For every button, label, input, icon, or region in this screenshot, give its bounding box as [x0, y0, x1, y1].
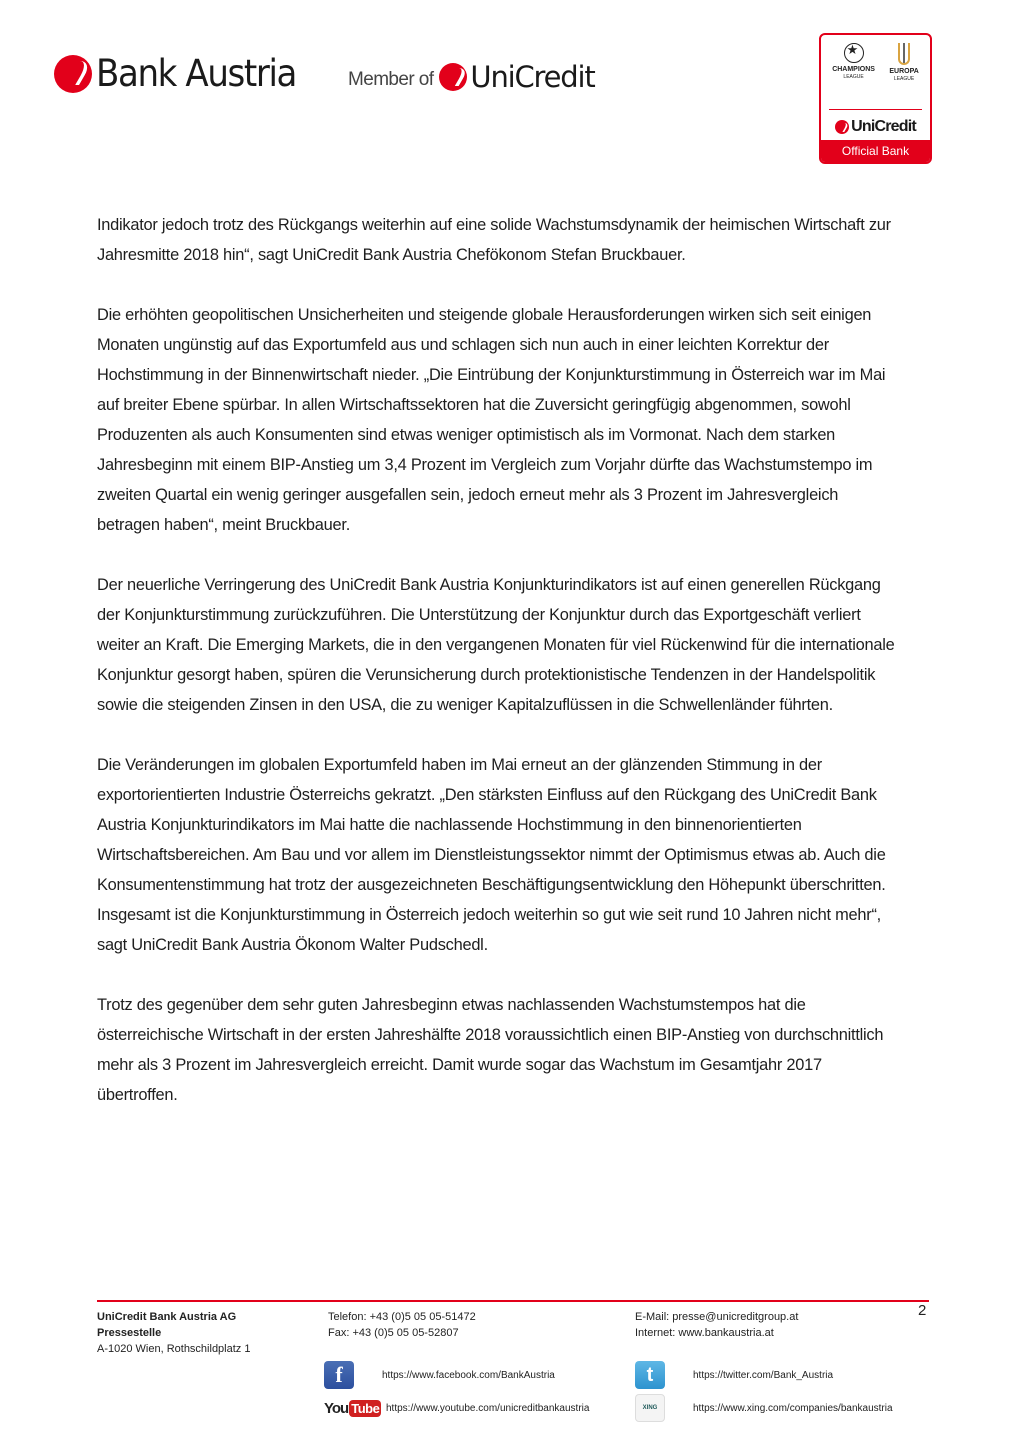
unicredit-mark-icon: [54, 55, 92, 93]
paragraph: Indikator jedoch trotz des Rückgangs weiterhin auf eine solide Wachstumsdynamik der heimischen Wirtschaft zur Jahresmitte 2018 hin“, sagt UniCredit Bank Austria Chefökonom Stefan Bruckbauer.: [97, 216, 891, 264]
league-sub: LEAGUE: [843, 74, 864, 80]
facebook-icon: f: [324, 1361, 354, 1389]
paragraph: Die Veränderungen im globalen Exportumfeld haben im Mai erneut an der glänzenden Stimmung in der exportorientierten Industrie Österreichs gekratzt. „Den stärksten Einfluss auf den Rückgang des UniCredit Bank Austria Konjunkturindikators im Mai hatte die nachlassende Hochstimmung in den binnenorientierten Wirtschaftsbereichen. Am Bau und vor allem im Dienstleistungssektor nimmt der Optimismus etwas ab. Auch die Konsumentenstimmung hat trotz der ausgezeichneten Beschäftigungsentwicklung den Höhepunkt überschritten. Insgesamt ist die Konjunkturstimmung in Österreich jedoch weiterhin so gut wie seit rund 10 Jahren nicht mehr“, sagt UniCredit Bank Austria Ökonom Walter Pudschedl.: [97, 756, 886, 954]
bank-austria-logo: [54, 52, 313, 95]
member-of-label: Member of: [348, 69, 434, 90]
official-bank-badge: [819, 33, 932, 164]
badge-divider: [829, 109, 922, 110]
youtube-icon: [324, 1394, 378, 1422]
badge-sponsor: UniCredit: [851, 118, 916, 135]
brand-name: Bank Austria: [96, 52, 297, 95]
phone: Telefon: +43 (0)5 05 05-51472: [328, 1311, 476, 1323]
official-bank-label: Official Bank: [821, 140, 930, 162]
website-link[interactable]: Internet: www.bankaustria.at: [635, 1327, 774, 1339]
facebook-url[interactable]: https://www.facebook.com/BankAustria: [382, 1369, 555, 1381]
company-name: UniCredit Bank Austria AG: [97, 1311, 237, 1323]
fax: Fax: +43 (0)5 05 05-52807: [328, 1327, 459, 1339]
youtube-you: You: [324, 1399, 349, 1417]
league-name: EUROPA: [889, 68, 919, 75]
twitter-link[interactable]: [635, 1361, 833, 1389]
xing-link[interactable]: [635, 1394, 893, 1422]
xing-icon: XING: [635, 1394, 665, 1422]
press-release-body: [97, 210, 897, 1140]
champions-league-logo: [832, 43, 875, 103]
member-brand: UniCredit: [470, 60, 595, 94]
member-of-unicredit-logo: [348, 60, 595, 94]
page-number: 2: [918, 1302, 927, 1319]
unicredit-mark-icon: [439, 63, 467, 91]
xing-url[interactable]: https://www.xing.com/companies/bankaustria: [693, 1402, 893, 1414]
department: Pressestelle: [97, 1327, 162, 1339]
league-logos: [821, 35, 930, 103]
paragraph: Der neuerliche Verringerung des UniCredit Bank Austria Konjunkturindikators ist auf einen generellen Rückgang der Konjunkturstimmung zurückzuführen. Die Unterstützung der Konjunktur durch das Exportgeschäft verliert weiter an Kraft. Die Emerging Markets, die in den vergangenen Monaten für viel Rückenwind für die internationale Konjunktur gesorgt haben, spüren die Verunsicherung durch protektionistische Tendenzen in der Handelspolitik sowie die steigenden Zinsen in den USA, die zu weniger Kapitalzuflüssen in die Schwellenländer führten.: [97, 576, 895, 714]
footer-divider: [97, 1300, 929, 1302]
twitter-url[interactable]: https://twitter.com/Bank_Austria: [693, 1369, 834, 1381]
facebook-link[interactable]: [324, 1361, 555, 1389]
youtube-tube: Tube: [351, 1400, 380, 1416]
footer-web-info: [635, 1309, 798, 1341]
twitter-icon: t: [635, 1361, 665, 1389]
starball-icon: [844, 43, 864, 63]
address: A-1020 Wien, Rothschildplatz 1: [97, 1343, 251, 1355]
paragraph: Die erhöhten geopolitischen Unsicherheiten und steigende globale Herausforderungen wirken sich seit einigen Monaten ungünstig auf das Exportumfeld aus und schlagen sich nun auch in einer leichten Korrektur der Hochstimmung in der Binnenwirtschaft nieder. „Die Eintrübung der Konjunkturstimmung in Österreich war im Mai auf breiter Ebene spürbar. In allen Wirtschaftssektoren hat die Zuversicht geringfügig abgenommen, sowohl Produzenten als auch Konsumenten sind etwas weniger optimistisch als im Vormonat. Nach dem starken Jahresbeginn mit einem BIP-Anstieg um 3,4 Prozent im Vergleich zum Vorjahr dürfte das Wachstumstempo im zweiten Quartal ein wenig geringer ausgefallen sein, jedoch erneut mehr als 3 Prozent im Jahresvergleich betragen haben“, meint Bruckbauer.: [97, 306, 886, 534]
youtube-url[interactable]: https://www.youtube.com/unicreditbankaustria: [386, 1402, 590, 1414]
europa-league-logo: [889, 43, 918, 103]
trophy-icon: [898, 43, 910, 65]
footer-company-info: [97, 1309, 250, 1357]
badge-sponsor-logo: [821, 118, 930, 136]
email-link[interactable]: E-Mail: presse@unicreditgroup.at: [635, 1311, 799, 1323]
league-sub: LEAGUE: [893, 76, 915, 82]
league-name: CHAMPIONS: [832, 66, 875, 73]
paragraph: Trotz des gegenüber dem sehr guten Jahresbeginn etwas nachlassenden Wachstumstempos hat die österreichische Wirtschaft in der ersten Jahreshälfte 2018 voraussichtlich einen BIP-Anstieg von durchschnittlich mehr als 3 Prozent im Jahresvergleich erreicht. Damit wurde sogar das Wachstum im Gesamtjahr 2017 übertroffen.: [97, 996, 884, 1104]
footer-phone-info: [328, 1309, 476, 1341]
youtube-link[interactable]: [324, 1394, 589, 1422]
unicredit-mark-icon: [835, 120, 849, 134]
